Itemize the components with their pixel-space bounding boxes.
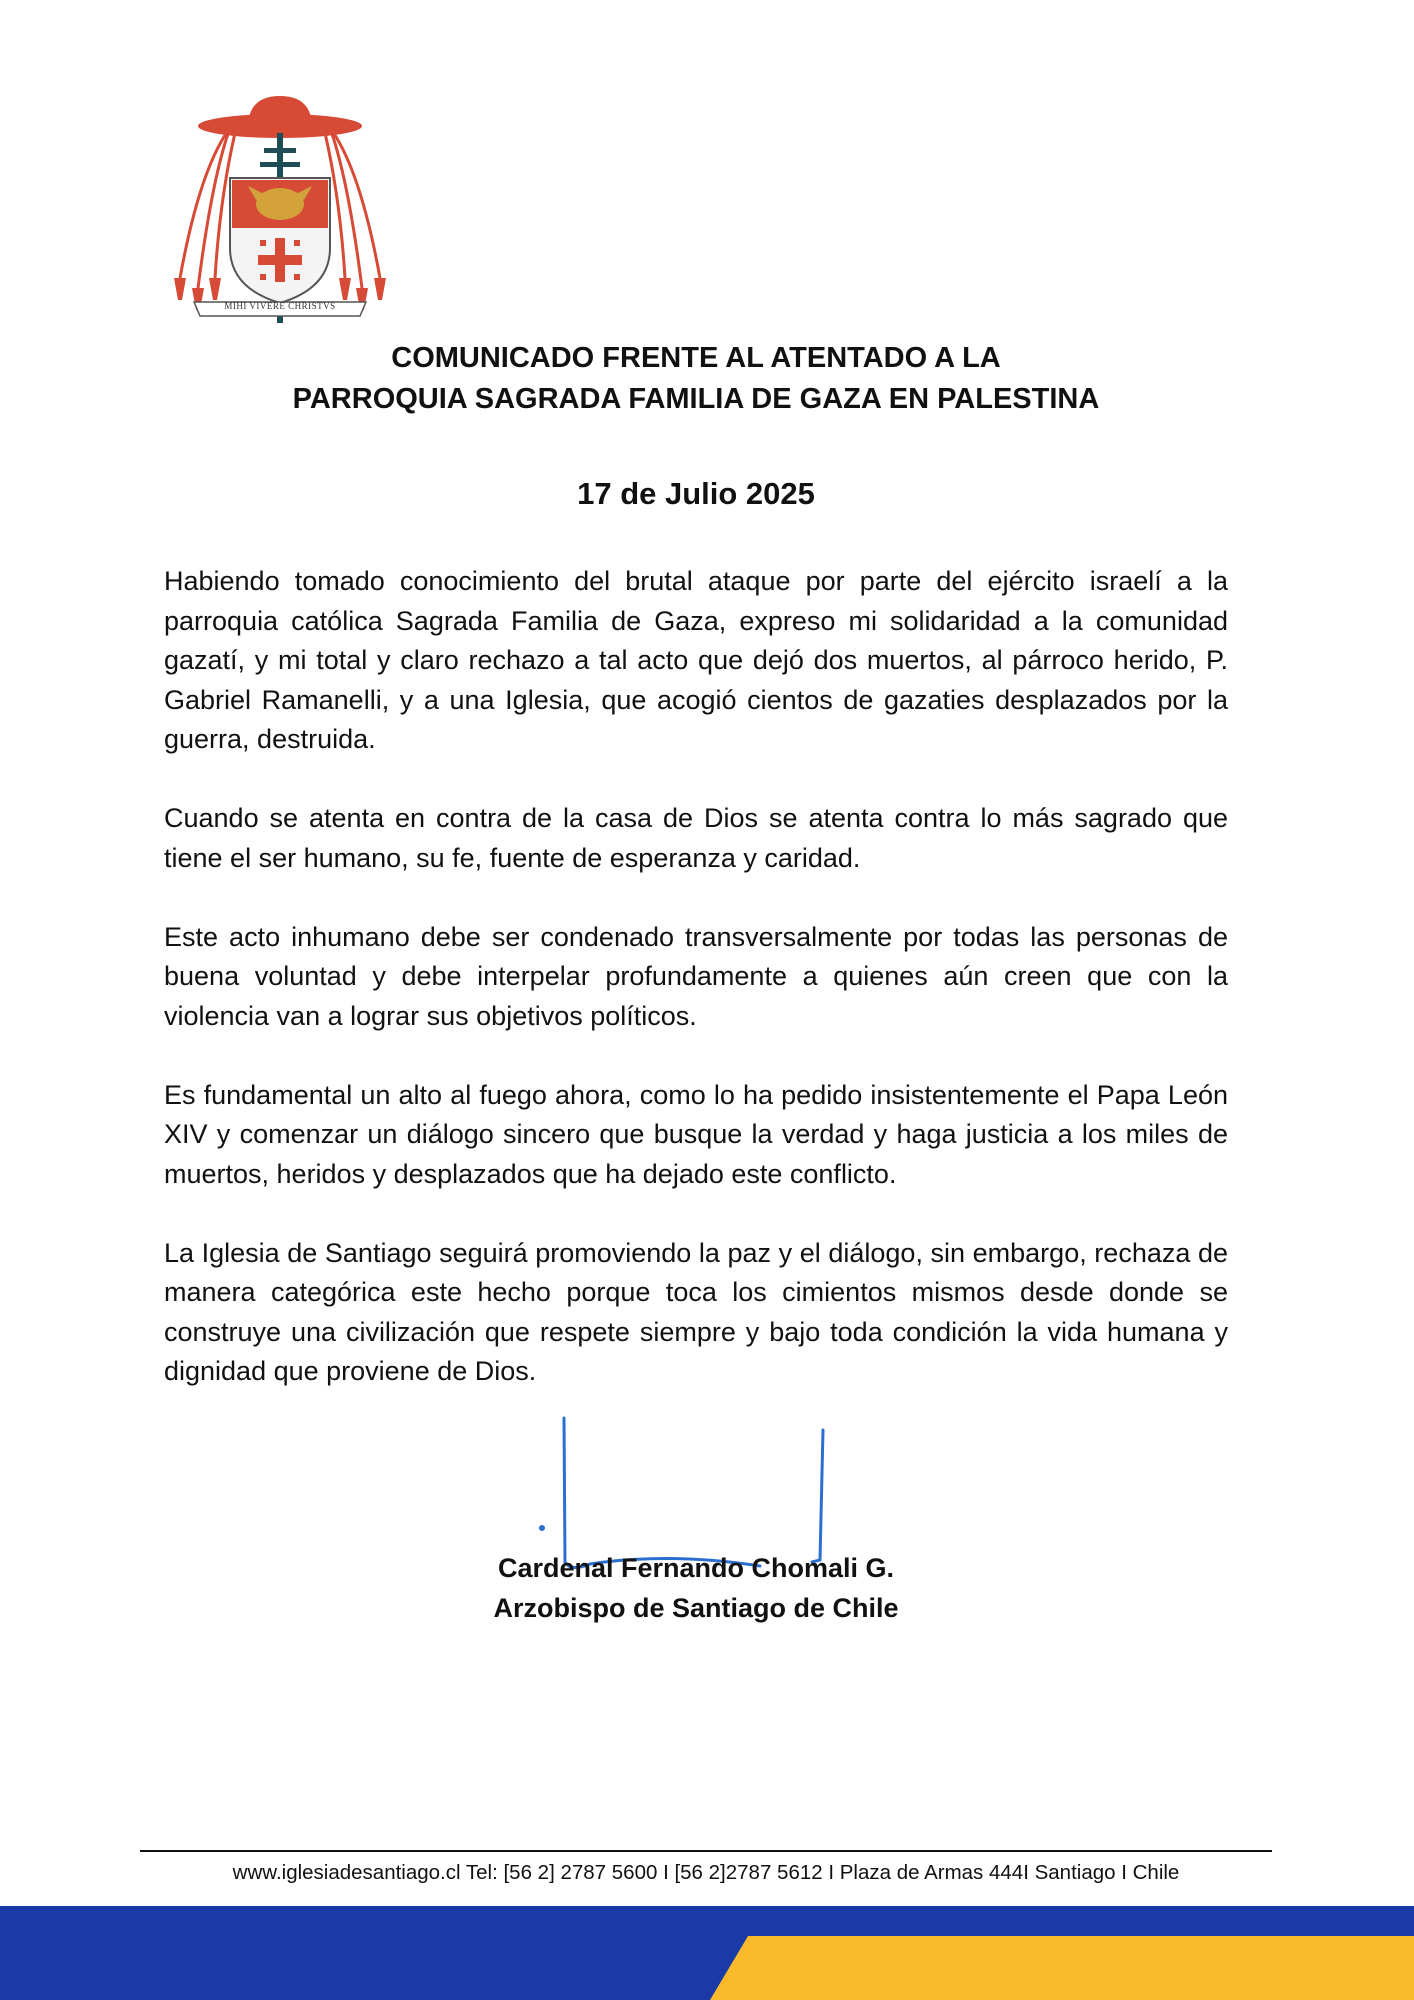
paragraph: La Iglesia de Santiago seguirá promoviendo la paz y el diálogo, sin embargo, rechaza de manera categórica este hecho porque toca los cimientos mismos desde donde se construye una civilización que respete siempre y bajo toda condición la vida humana y dignidad que proviene de Dios. [164, 1237, 1228, 1386]
signatory-block [164, 1548, 1228, 1628]
document-title [164, 338, 1228, 420]
crest-motto: MIHI VIVERE CHRISTVS [224, 301, 336, 311]
footer-band-yellow [0, 1906, 1414, 2000]
title-line-1: COMUNICADO FRENTE AL ATENTADO A LA [391, 342, 1001, 374]
paragraph: Es fundamental un alto al fuego ahora, como lo ha pedido insistentemente el Papa León XIV y comenzar un diálogo sincero que busque la verdad y haga justicia a los miles de muertos, heridos y desplazados que ha dejado este conflicto. [164, 1079, 1228, 1189]
footer-divider [140, 1850, 1272, 1852]
signatory-role: Arzobispo de Santiago de Chile [493, 1593, 899, 1623]
paragraph: Este acto inhumano debe ser condenado transversalmente por todas las personas de buena voluntad y debe interpelar profundamente a quienes aún creen que con la violencia van a lograr sus objetivos políticos. [164, 921, 1228, 1031]
paragraph: Cuando se atenta en contra de la casa de Dios se atenta contra lo más sagrado que tiene el ser humano, su fe, fuente de esperanza y caridad. [164, 803, 1228, 873]
signatory-name: Cardenal Fernando Chomali G. [497, 1553, 895, 1583]
footer-contact: www.iglesiadesantiago.cl Tel: [56 2] 2787 5600 I [56 2]2787 5612 I Plaza de Armas 444I Santiago I Chile [232, 1861, 1180, 1884]
title-line-2: PARROQUIA SAGRADA FAMILIA DE GAZA EN PALESTINA [292, 383, 1100, 415]
document-date: 17 de Julio 2025 [577, 476, 815, 511]
paragraph: Habiendo tomado conocimiento del brutal ataque por parte del ejército israelí a la parroquia católica Sagrada Familia de Gaza, expreso mi solidaridad a la comunidad gazatí, y mi total y claro rechazo a tal acto que dejó dos muertos, al párroco herido, P. Gabriel Ramanelli, y a una Iglesia, que acogió cientos de gazaties desplazados por la guerra, destruida. [164, 566, 1228, 754]
document-body [164, 562, 1228, 1431]
